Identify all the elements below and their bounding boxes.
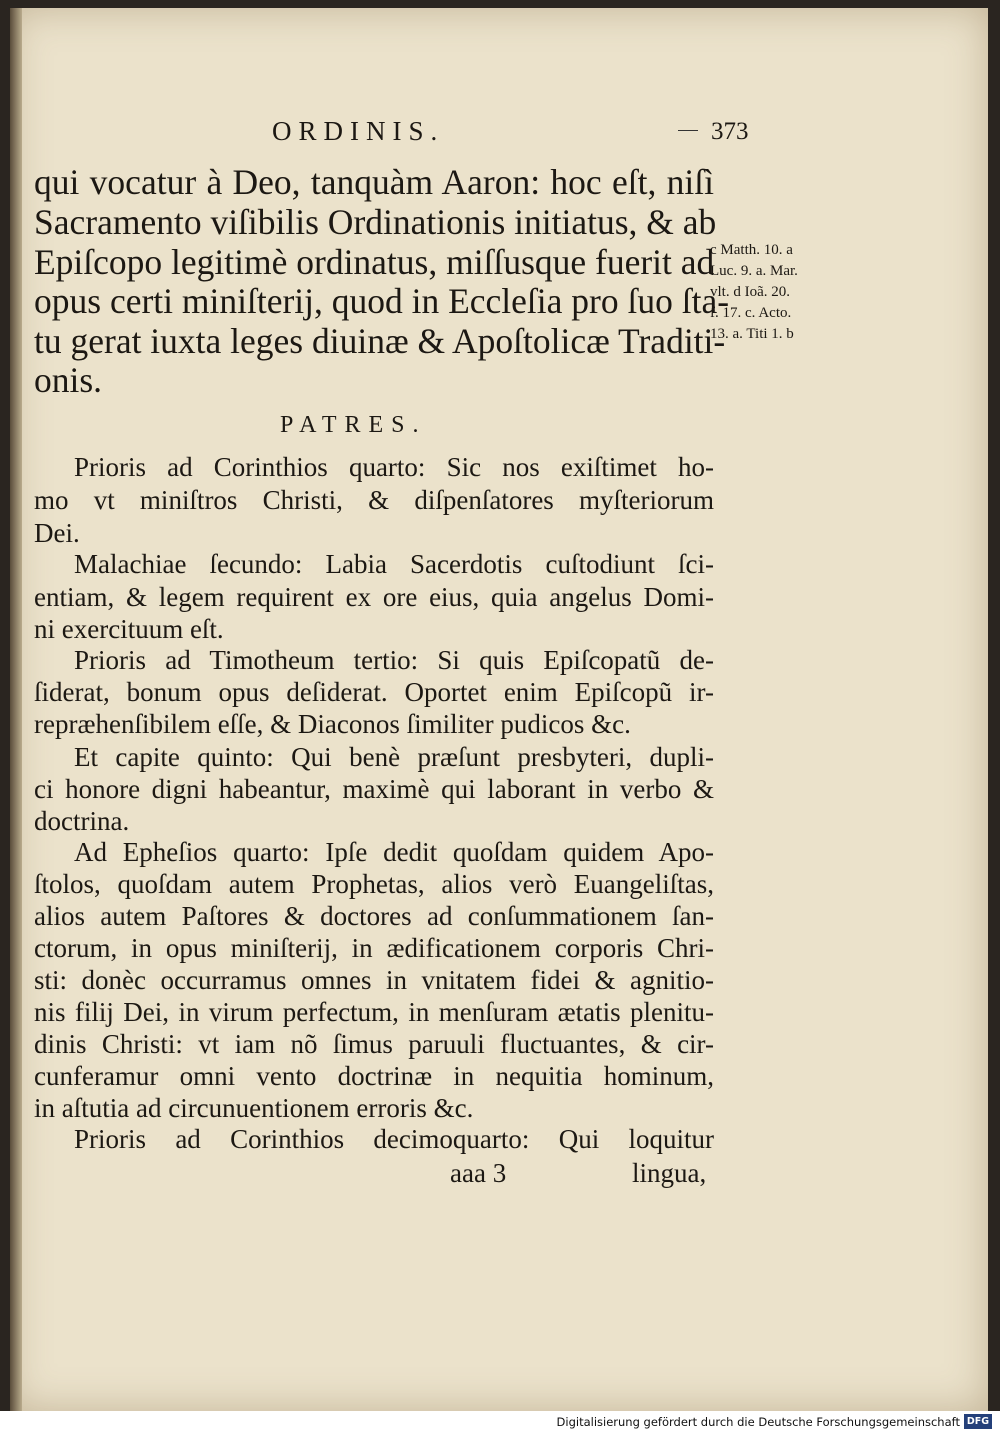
text-line: mo vt miniſtros Christi, & diſpenſatores myſteriorum — [34, 485, 714, 515]
page-spine-shadow — [10, 8, 22, 1411]
text-line: entiam, & legem requirent ex ore eius, quia angelus Domi- — [34, 582, 714, 612]
text-line: qui vocatur à Deo, tanquàm Aaron: hoc eſt, niſì — [34, 162, 714, 202]
footer-bar — [0, 1411, 1000, 1435]
text-line: Dei. — [34, 518, 80, 548]
text-line: cunferamur omni vento doctrinæ in nequitia hominum, — [34, 1061, 714, 1091]
book-page — [10, 8, 988, 1411]
text-line: ni exercituum eſt. — [34, 614, 224, 644]
text-line: nis filij Dei, in virum perfectum, in menſuram ætatis plenitu- — [34, 997, 714, 1027]
text-line: ci honore digni habeantur, maximè qui laborant in verbo & — [34, 774, 714, 804]
text-line: onis. — [34, 360, 103, 400]
running-head-title: ORDINIS. — [272, 116, 445, 146]
text-line: sti: donèc occurramus omnes in vnitatem fidei & agnitio- — [34, 965, 714, 995]
text-line: Et capite quinto: Qui benè præſunt presbyteri, dupli- — [74, 742, 714, 772]
section-heading: PATRES. — [280, 412, 427, 438]
marginal-note-line: f. 17. c. Acto. — [710, 305, 792, 321]
page-number: 373 — [711, 118, 749, 145]
text-line: ſiderat, bonum opus deſiderat. Oportet enim Epiſcopũ ir- — [34, 677, 714, 707]
text-line: repræhenſibilem eſſe, & Diaconos ſimiliter pudicos &c. — [34, 709, 631, 739]
marginal-note-line: 13. a. Titi 1. b — [710, 326, 794, 342]
marginal-note-line: Luc. 9. a. Mar. — [710, 263, 798, 279]
text-line: Sacramento viſibilis Ordinationis initiatus, & ab — [34, 202, 717, 242]
text-line: alios autem Paſtores & doctores ad conſummationem ſan- — [34, 901, 714, 931]
text-line: tu gerat iuxta leges diuinæ & Apoſtolicæ Traditi- — [34, 321, 726, 361]
running-head — [10, 116, 988, 156]
text-line: Prioris ad Timotheum tertio: Si quis Epiſcopatũ de- — [74, 645, 714, 675]
marginal-note-line: vlt. d Ioã. 20. — [710, 284, 790, 300]
text-line: Ad Epheſios quarto: Ipſe dedit quoſdam quidem Apo- — [74, 837, 714, 867]
signature-mark: aaa 3 — [450, 1158, 507, 1188]
text-line: Prioris ad Corinthios quarto: Sic nos exiſtimet ho- — [74, 452, 714, 482]
text-line: doctrina. — [34, 806, 130, 836]
text-line: Prioris ad Corinthios decimoquarto: Qui loquitur — [74, 1124, 714, 1154]
text-line: Malachiae ſecundo: Labia Sacerdotis cuſtodiunt ſci- — [74, 549, 714, 579]
text-line: in aſtutia ad circunuentionem erroris &c. — [34, 1093, 474, 1123]
funding-credit: Digitalisierung gefördert durch die Deutsche Forschungsgemeinschaft — [556, 1415, 960, 1429]
text-line: ſtolos, quoſdam autem Prophetas, alios verò Euangeliſtas, — [34, 869, 714, 899]
text-line: dinis Christi: vt iam nõ ſimus paruuli fluctuantes, & cir- — [34, 1029, 714, 1059]
marginal-note-line: c Matth. 10. a — [710, 242, 793, 258]
text-line: ctorum, in opus miniſterij, in ædificationem corporis Chri- — [34, 933, 714, 963]
text-line: Epiſcopo legitimè ordinatus, miſſusque fuerit ad — [34, 242, 715, 282]
text-line: opus certi miniſterij, quod in Eccleſia pro ſuo ſta- — [34, 281, 730, 321]
catchword: lingua, — [632, 1158, 707, 1188]
running-head-rule — [678, 130, 698, 131]
dfg-logo: DFG — [964, 1414, 992, 1429]
